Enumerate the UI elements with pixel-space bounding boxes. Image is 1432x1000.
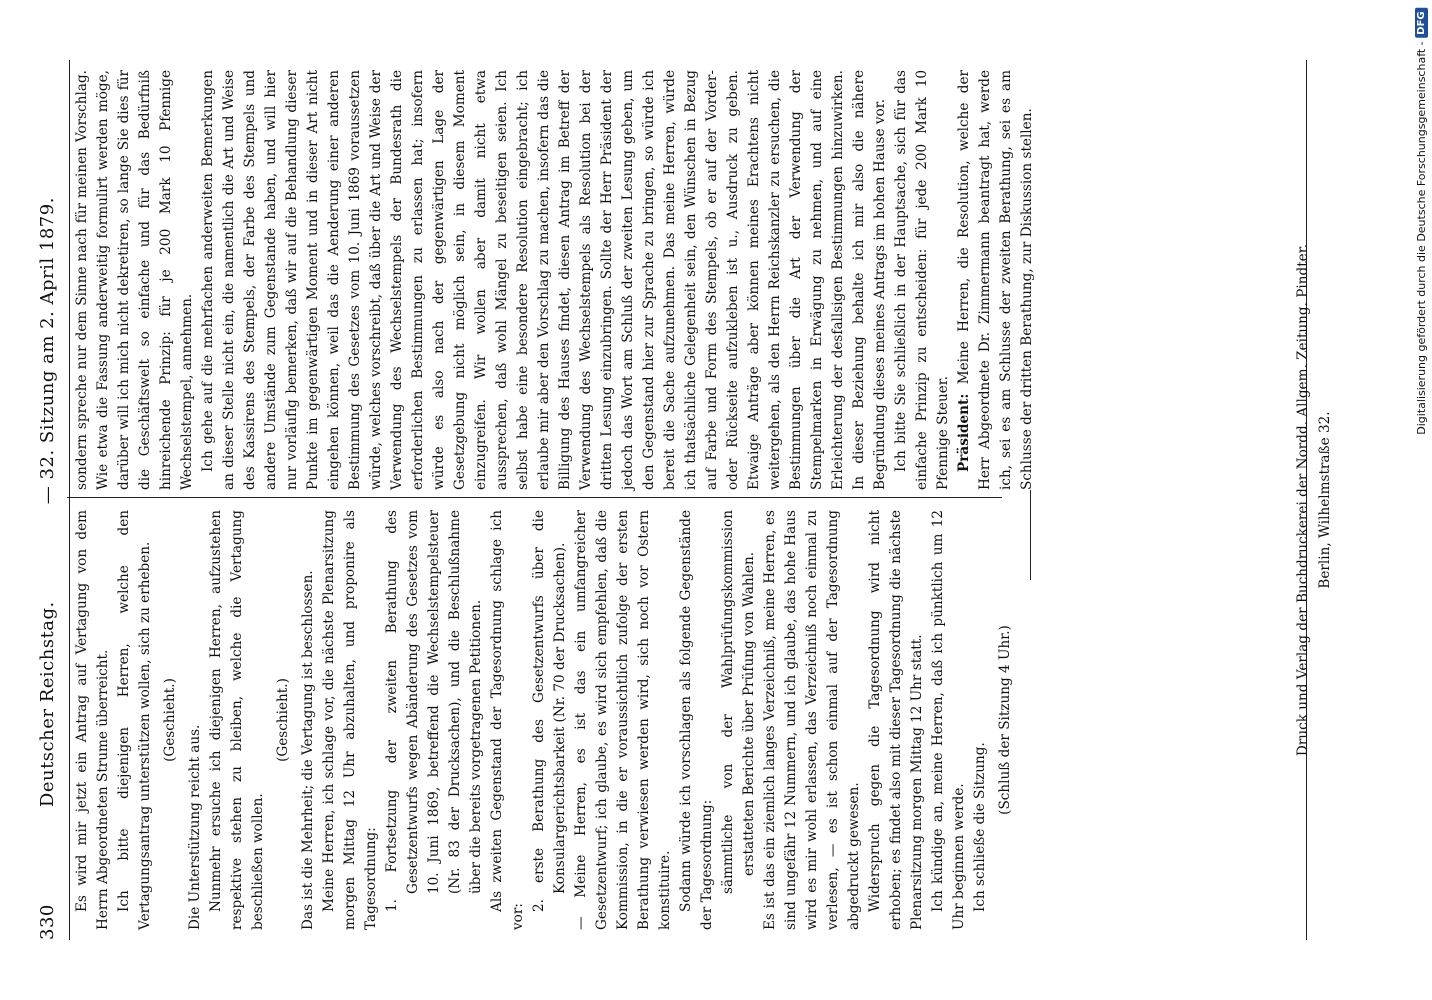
paragraph: Es ist das ein ziemlich langes Verzeichniß, meine Herren, es sind ungefähr 12 Nummern, und ich glaube, das hohe Haus wird es mir wohl erlassen, das Verzeichniß noch einmal zu verlesen, — es ist schon einmal auf der Tagesordnung abgedruckt gewesen. xyxy=(762,510,862,930)
paragraph: Meine Herren, ich schlage vor, die nächste Plenarsitzung morgen Mittag 12 Uhr abzuhalten, und proponire als Tagesordnung: xyxy=(321,510,379,930)
paragraph: Ich schließe die Sitzung. xyxy=(972,742,988,912)
paragraph: Ich bitte Sie schließlich in der Hauptsache, sich für das einfache Prinzip zu entscheiden: für jede 200 Mark 10 Pfennige Steuer. xyxy=(893,70,951,490)
printer-imprint xyxy=(1292,60,1362,940)
stage-direction: (Geschieht.) xyxy=(275,678,291,762)
page-number: 330 xyxy=(36,904,58,940)
left-column xyxy=(72,70,1035,490)
paragraph: Ich gehe auf die mehrfachen anderweiten Bemerkungen an dieser Stelle nicht ein, die namentlich die Art und Weise des Kassirens des Stempels, der Farbe des Stempels und andere Umstände zum Gegenstande haben, und will hier nur vorläufig bemerken, daß wir auf die Behandlung dieser Punkte im gegenwärtigen Moment und in dieser Art nicht eingehen können, weil das die Aenderung einer anderen Bestimmung des Gesetzes vom 10. Juni 1869 voraussetzen würde, welches vorschreibt, daß über die Art und Weise der Verwendung des Wechselstempels der Bundesrath die erforderlichen Bestimmungen zu erlassen hat; insofern würde es also nach der gegenwärtigen Lage der Gesetzgebung nicht möglich sein, in diesem Moment einzugreifen. Wir wollen aber damit nicht etwa aussprechen, daß wohl Mängel zu beseitigen seien. Ich selbst habe eine besondere Resolution eingebracht; ich erlaube mir aber den Vorschlag zu machen, insofern das die Billigung des Hauses findet, diesen Antrag im Betreff der Verwendung des Wechselstempels als Resolution bei der dritten Lesung einzubringen. Sollte der Herr Präsident der jedoch das Wort am Schluß der zweiten Lesung geben, um den Gegenstand hier zur Sprache zu bringen, so würde ich bereit die Sache aufzunehmen. Das meine Herren, würde ich thatsächliche Gelegenheit sein, den Wünschen in Bezug auf Farbe und Form des Stempels, ob er auf der Vorder- oder Rückseite aufzukleben ist u., Ausdruck zu geben. Etwaige Anträge aber können meines Erachtens nicht weitergehen, als den Herrn Reichskanzler zu ersuchen, die Bestimmungen über die Art der Verwendung der Stempelmarken in Erwägung zu nehmen, und auf eine Erleichterung der desfallsigen Bestimmungen hinzuwirken. In dieser Beziehung behalte ich mir also die nähere Begründung dieses meines Antrags im hohen Hause vor. xyxy=(200,70,888,490)
paragraph: Ich kündige an, meine Herren, daß ich pünktlich um 12 Uhr beginnen werde. xyxy=(930,510,967,930)
agenda-item: 2. erste Berathung des Gesetzentwurfs über die Konsulargerichtsbarkeit (Nr. 70 der Drucksachen). xyxy=(531,510,568,912)
speaker-text: Meine Herren, die Resolution, welche der Herr Abgeordnete Dr. Zimmermann beantragt hat, werde ich, sei es am Schlusse der zweiten Berathung, sei es am Schlusse der dritten Berathung, zur Diskussion stellen. xyxy=(956,70,1035,490)
paragraph: — Meine Herren, es ist das ein umfangreicher Gesetzentwurf; ich glaube, es wird sich empfehlen, daß die Kommission, in die er voraussichtlich zufolge der ersten Berathung verwiesen werden wird, sich noch vor Ostern konstituire. xyxy=(573,510,673,930)
column-divider xyxy=(67,497,1002,498)
paragraph: sondern spreche nur dem Sinne nach für meinen Vorschlag. Wie etwa die Fassung anderweitig formulirt werden möge, darüber will ich mich nicht dekretiren, so lange Sie dies für die Geschäftswelt so einfache und für das Bedürfniß hinreichende Prinzip: für je 200 Mark 10 Pfennige Wechselstempel, annehmen. xyxy=(74,70,195,490)
paragraph: Widerspruch gegen die Tagesordnung wird nicht erhoben; es findet also mit dieser Tagesordnung die nächste Plenarsitzung morgen Mittag 12 Uhr statt. xyxy=(867,510,925,930)
president-paragraph xyxy=(954,70,1038,490)
margin-rule xyxy=(1030,490,1031,580)
imprint-line: Berlin, Wilhelmstraße 32. xyxy=(1317,411,1333,589)
paragraph: Das ist die Mehrheit; die Vertagung ist beschlossen. xyxy=(300,570,316,930)
agenda-item: 1. Fortsetzung der zweiten Berathung des Gesetzentwurfs wegen Abänderung des Gesetzes vom 10. Juni 1869, betreffend die Wechselstempelsteuer (Nr. 83 der Drucksachen), und die Beschlußnahme über die bereits vorgetragenen Petitionen. xyxy=(384,510,484,912)
paragraph: Die Unterstützung reicht aus. xyxy=(187,724,203,930)
imprint-line: Druck und Verlag der Buchdruckerei der Nordd. Allgem. Zeitung. Pindter. xyxy=(1295,243,1311,757)
header-title-center: — 32. Sitzung am 2. April 1879. xyxy=(36,197,58,505)
credit-text: Digitalisierung gefördert durch die Deutsche Forschungsgemeinschaft - xyxy=(1415,41,1428,435)
header-rule xyxy=(69,60,70,940)
paragraph: Es wird mir jetzt ein Antrag auf Vertagung von dem Herrn Abgeordneten Strume überreicht. xyxy=(74,510,111,930)
header-title-left: Deutscher Reichstag. xyxy=(36,601,58,808)
paragraph: Nunmehr ersuche ich diejenigen Herren, aufzustehen respektive stehen zu bleiben, welche die Vertagung beschließen wollen. xyxy=(208,510,266,930)
right-column xyxy=(72,510,1013,930)
paragraph: Sodann würde ich vorschlagen als folgende Gegenstände der Tagesordnung: xyxy=(678,510,715,930)
running-header xyxy=(30,60,64,940)
agenda-item: sämmtliche von der Wahlprüfungskommission erstatteten Berichte über Prüfung von Wahlen. xyxy=(720,510,757,894)
stage-direction: (Schluß der Sitzung 4 Uhr.) xyxy=(997,625,1013,815)
stage-direction: (Geschieht.) xyxy=(162,678,178,762)
digitization-credit xyxy=(1415,8,1428,435)
speaker-label: Präsident: xyxy=(956,393,972,472)
paragraph: Als zweiten Gegenstand der Tagesordnung schlage ich vor: xyxy=(489,510,526,930)
paragraph: Ich bitte diejenigen Herren, welche den Vertagungsantrag unterstützen wollen, sich zu erheben. xyxy=(116,510,153,930)
dfg-logo-icon: DFG xyxy=(1415,8,1428,37)
